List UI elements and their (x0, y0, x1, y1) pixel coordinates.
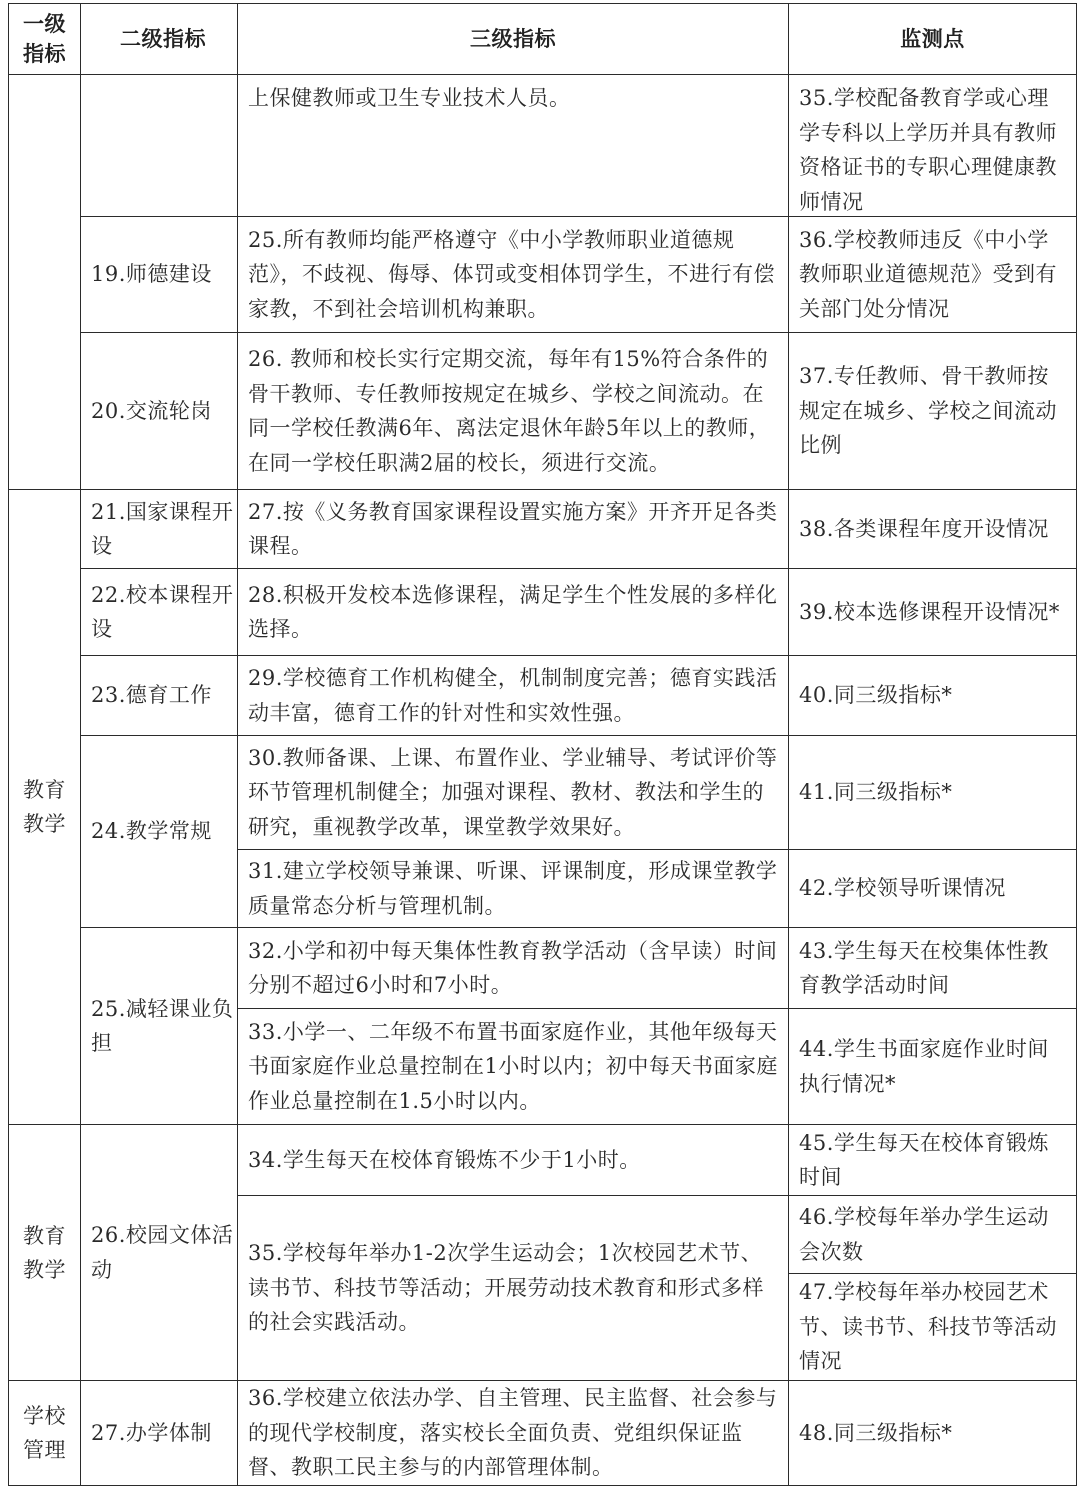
monitor-point-cell (788, 849, 1077, 928)
level2-text: 22.校本课程开设 (91, 582, 234, 641)
monitor-point-text: 37.专任教师、骨干教师按规定在城乡、学校之间流动比例 (799, 364, 1057, 458)
monitor-point-cell (788, 927, 1077, 1009)
level3-cell (237, 655, 789, 736)
level3-text: 28.积极开发校本选修课程，满足学生个性发展的多样化选择。 (248, 582, 778, 641)
level2-cell: 23.德育工作 (80, 655, 246, 736)
level1-line2: 教学 (23, 812, 66, 836)
level3-cell (237, 489, 789, 569)
monitor-point-text: 45.学生每天在校体育锻炼时间 (799, 1130, 1049, 1189)
monitor-point-text: 47.学校每年举办校园艺术节、读书节、科技节等活动情况 (799, 1280, 1057, 1374)
monitor-point-cell (788, 1124, 1077, 1196)
header-level1-line2: 指标 (23, 42, 66, 66)
level3-text: 35.学校每年举办1-2次学生运动会；1次校园艺术节、读书节、科技节等活动；开展劳动技术教育和形式多样的社会实践活动。 (248, 1241, 764, 1335)
level3-cell (237, 927, 789, 1009)
monitor-point-text: 40.同三级指标* (799, 683, 953, 708)
level2-cell (80, 1124, 246, 1381)
level2-cell-continued (80, 74, 246, 217)
header-level1-line1: 一级 (23, 12, 66, 36)
monitor-point-text: 41.同三级指标* (799, 780, 953, 805)
monitor-point-text: 48.同三级指标* (799, 1420, 953, 1445)
monitor-point-cell (788, 216, 1077, 333)
level2-cell (80, 568, 246, 656)
monitor-point-cell (788, 568, 1077, 656)
monitor-point-cell (788, 1195, 1077, 1274)
level2-text: 25.减轻课业负担 (91, 996, 234, 1055)
level3-cell (237, 332, 789, 490)
monitor-point-text: 35.学校配备教育学或心理学专科以上学历并具有教师资格证书的专职心理健康教师情况 (799, 86, 1057, 214)
level1-line2: 管理 (23, 1438, 66, 1462)
level2-cell: 19.师德建设 (80, 216, 246, 333)
level3-text: 26. 教师和校长实行定期交流，每年有15%符合条件的骨干教师、专任教师按规定在城乡、学校之间流动。在同一学校任教满6年、离法定退休年龄5年以上的教师，在同一学校任职满2届的校长，须进行交流。 (248, 347, 771, 475)
level3-cell (237, 568, 789, 656)
monitor-point-text: 42.学校领导听课情况 (799, 876, 1006, 901)
level3-text: 36.学校建立依法办学、自主管理、民主监督、社会参与的现代学校制度，落实校长全面负责、党组织保证监督、教职工民主参与的内部管理体制。 (248, 1386, 778, 1480)
monitor-point-cell (788, 735, 1077, 850)
level2-cell: 24.教学常规 (80, 735, 246, 928)
level2-cell (80, 927, 246, 1125)
level2-text: 21.国家课程开设 (91, 499, 234, 558)
header-level2: 二级指标 (80, 3, 246, 75)
monitor-point-text: 38.各类课程年度开设情况 (799, 516, 1049, 541)
level1-line1: 学校 (23, 1404, 66, 1428)
indicator-table (8, 3, 1077, 1486)
level3-text: 27.按《义务教育国家课程设置实施方案》开齐开足各类课程。 (248, 499, 778, 558)
level2-text: 26.校园文体活动 (91, 1223, 234, 1282)
level3-text: 31.建立学校领导兼课、听课、评课制度，形成课堂教学质量常态分析与管理机制。 (248, 859, 778, 918)
level3-cell (237, 1008, 789, 1125)
level2-cell: 20.交流轮岗 (80, 332, 246, 490)
level3-cell (237, 216, 789, 333)
level3-cell (237, 1124, 789, 1196)
level1-line2: 教学 (23, 1257, 66, 1282)
level1-cell-education-teaching (8, 1124, 81, 1381)
monitor-point-cell (788, 74, 1077, 217)
level3-text: 29.学校德育工作机构健全，机制制度完善；德育实践活动丰富，德育工作的针对性和实效性强。 (248, 666, 778, 725)
monitor-point-cell (788, 332, 1077, 490)
level2-cell (80, 489, 246, 569)
monitor-point-cell (788, 655, 1077, 736)
level1-cell-continued (8, 74, 81, 490)
level3-text: 25.所有教师均能严格遵守《中小学教师职业道德规范》，不歧视、侮辱、体罚或变相体罚学生，不进行有偿家教，不到社会培训机构兼职。 (248, 227, 775, 321)
level3-cell (237, 1380, 789, 1486)
level3-cell (237, 849, 789, 928)
monitor-point-text: 44.学生书面家庭作业时间执行情况* (799, 1037, 1049, 1096)
level1-line1: 教育 (23, 778, 66, 802)
level3-text: 32.小学和初中每天集体性教育教学活动（含早读）时间分别不超过6小时和7小时。 (248, 938, 778, 997)
monitor-point-cell (788, 1380, 1077, 1486)
monitor-point-text: 46.学校每年举办学生运动会次数 (799, 1205, 1049, 1264)
level3-text: 33.小学一、二年级不布置书面家庭作业，其他年级每天书面家庭作业总量控制在1小时以内；初中每天书面家庭作业总量控制在1.5小时以内。 (248, 1019, 778, 1113)
header-level3: 三级指标 (237, 3, 789, 75)
monitor-point-text: 43.学生每天在校集体性教育教学活动时间 (799, 938, 1049, 997)
level3-text: 上保健教师或卫生专业技术人员。 (248, 86, 571, 110)
header-monitor-points: 监测点 (788, 3, 1077, 75)
monitor-point-cell (788, 1273, 1077, 1381)
monitor-point-cell (788, 1008, 1077, 1125)
monitor-point-text: 36.学校教师违反《中小学教师职业道德规范》受到有关部门处分情况 (799, 227, 1057, 321)
level3-cell (237, 1195, 789, 1381)
level1-cell-school-management (8, 1380, 81, 1486)
level3-text: 34.学生每天在校体育锻炼不少于1小时。 (248, 1147, 641, 1172)
monitor-point-text: 39.校本选修课程开设情况* (799, 599, 1060, 624)
level1-line1: 教育 (23, 1223, 66, 1248)
level2-cell: 27.办学体制 (80, 1380, 246, 1486)
level1-cell-education-teaching (8, 489, 81, 1125)
header-level1 (8, 3, 81, 75)
monitor-point-cell (788, 489, 1077, 569)
level3-text: 30.教师备课、上课、布置作业、学业辅导、考试评价等环节管理机制健全；加强对课程、教材、教法和学生的研究，重视教学改革，课堂教学效果好。 (248, 745, 778, 839)
level3-cell (237, 735, 789, 850)
level3-cell (237, 74, 789, 217)
